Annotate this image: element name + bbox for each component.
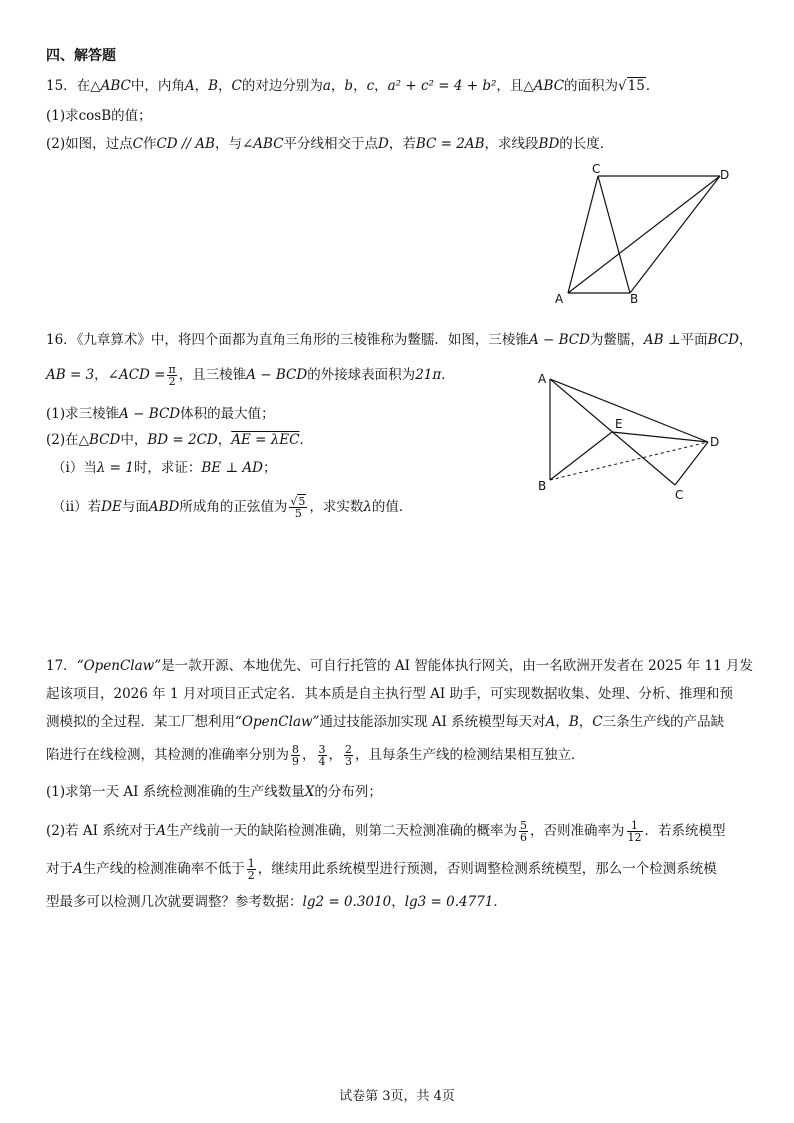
q16-label-A: A (538, 372, 547, 386)
q16-line1: 16．《九章算术》中，将四个面都为直角三角形的三棱锥称为鳖臑．如图，三棱锥A − BCD为鳖臑，AB ⊥平面BCD， (46, 332, 753, 348)
q15-part1: (1)求cosB的值； (46, 108, 152, 124)
q15-area-value: 15 (627, 78, 645, 94)
q15-label-A: A (555, 292, 564, 306)
q17-part2-line3: 型最多可以检测几次就要调整？参考数据：lg2 = 0.3010，lg3 = 0.4771． (46, 894, 507, 910)
q17-line2: 起该项目，2026 年 1 月对项目正式定名．其本质是自主执行型 AI 助手，可实现数据收集、处理、分析、推理和预 (46, 686, 733, 702)
q16-figure (530, 365, 730, 505)
q17-part2-line2: 对于A生产线的检测准确率不低于 $\frac{1}{2}$ ，继续用此系统模型进行预测，否则调整检测系统模型，那么一个检测系统模 (46, 857, 717, 882)
q15-label-B: B (630, 292, 639, 306)
q15-line1: 15．在△ABC中，内角A，B，C的对边分别为a，b，c，a² + c² = 4 + b²，且△ABC的面积为√15． (46, 78, 660, 94)
q16-part1: (1)求三棱锥A − BCD体积的最大值； (46, 406, 275, 422)
page-footer: 试卷第 3页，共 4页 (339, 1089, 455, 1104)
q16-part2: (2)在△BCD中，BD = 2CD，AE = λEC． (46, 432, 313, 448)
q16-label-C: C (675, 488, 684, 502)
q15-label-C: C (592, 162, 601, 176)
section-title: 四、解答题 (46, 48, 116, 64)
q17-line1: 17．“OpenClaw”是一款开源、本地优先、可自行托管的 AI 智能体执行网关，由一名欧洲开发者在 2025 年 11 月发 (46, 658, 754, 674)
q17-part2-line1: (2)若 AI 系统对于A生产线前一天的缺陷检测准确，则第二天检测准确的概率为 $\frac{5}{6}$ ，否则准确率为 $\frac{1}{12}$ ．若系统模型 (46, 819, 726, 844)
q17-line4: 陷进行在线检测，其检测的准确率分别为 $\frac{8}{9}$ ， $\frac{3}{4}$ ， $\frac{2}{3}$ ，且每条生产线的检测结果相互独立． (46, 743, 585, 768)
q16-label-D: D (710, 435, 720, 449)
q16-part2-ii: （ii）若DE与面ABD所成角的正弦值为 $\frac{√5}{5}$ ，求实数λ的值． (52, 495, 413, 520)
q15-label-D: D (720, 168, 730, 182)
q17-part1: (1)求第一天 AI 系统检测准确的生产线数量X的分布列； (46, 784, 382, 800)
q15-part2: (2)如图，过点C作CD // AB，与∠ABC平分线相交于点D，若BC = 2AB，求线段BD的长度． (46, 136, 614, 152)
q16-label-B: B (538, 479, 547, 493)
q17-line3: 测模拟的全过程．某工厂想利用“OpenClaw”通过技能添加实现 AI 系统模型每天对A，B，C三条生产线的产品缺 (46, 714, 725, 730)
q16-part2-i: （i）当λ = 1时，求证：BE ⊥ AD； (52, 460, 277, 476)
q16-label-E: E (615, 417, 623, 431)
q15-equation: a² + c² = 4 + b² (387, 78, 497, 94)
q16-line2: AB = 3，∠ACD = $\frac{\pi}{2}$ ，且三棱锥A − BCD的外接球表面积为21π． (46, 363, 455, 388)
q15-figure (550, 160, 740, 310)
